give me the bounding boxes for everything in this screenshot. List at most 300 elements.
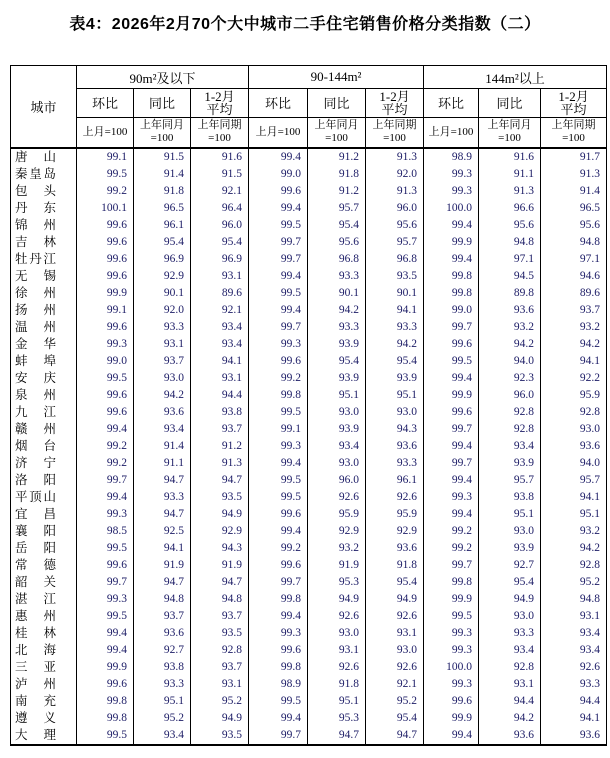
table-row: [11, 625, 607, 642]
index-value: 91.8: [308, 166, 366, 183]
index-value: 95.4: [191, 234, 249, 251]
index-value: 99.6: [249, 183, 308, 200]
table-row: [11, 200, 607, 217]
table-row: [11, 353, 607, 370]
index-value: 93.6: [134, 404, 191, 421]
index-value: 99.2: [77, 438, 134, 455]
index-value: 99.2: [424, 540, 479, 557]
index-value: 94.6: [541, 268, 607, 285]
index-value: 99.3: [424, 489, 479, 506]
index-value: 94.9: [308, 591, 366, 608]
group-header-144-above: 144m²以上: [424, 66, 607, 89]
table-header: [11, 66, 607, 148]
index-value: 94.2: [479, 710, 541, 727]
city-name: 济宁: [11, 455, 77, 472]
index-value: 93.3: [134, 489, 191, 506]
index-value: 93.6: [366, 438, 424, 455]
index-value: 91.1: [134, 455, 191, 472]
index-value: 95.3: [308, 710, 366, 727]
index-value: 91.4: [134, 166, 191, 183]
index-value: 96.9: [134, 251, 191, 268]
index-value: 92.3: [479, 370, 541, 387]
index-value: 94.4: [191, 387, 249, 404]
table-row: [11, 285, 607, 302]
city-name: 平顶山: [11, 489, 77, 506]
index-value: 95.9: [308, 506, 366, 523]
index-value: 100.1: [77, 200, 134, 217]
index-value: 99.6: [77, 676, 134, 693]
city-name: 徐州: [11, 285, 77, 302]
index-value: 95.3: [308, 574, 366, 591]
index-value: 93.9: [366, 370, 424, 387]
index-value: 95.2: [541, 574, 607, 591]
index-value: 93.4: [541, 642, 607, 659]
city-name: 湛江: [11, 591, 77, 608]
table-row: [11, 217, 607, 234]
city-name: 北海: [11, 642, 77, 659]
index-value: 95.1: [541, 506, 607, 523]
index-value: 93.0: [366, 642, 424, 659]
index-value: 93.7: [541, 302, 607, 319]
index-value: 93.4: [191, 319, 249, 336]
index-value: 94.8: [191, 591, 249, 608]
index-value: 91.8: [308, 676, 366, 693]
index-value: 99.6: [77, 404, 134, 421]
index-value: 99.6: [77, 234, 134, 251]
group-header-90-144: 90-144m²: [249, 66, 424, 89]
city-name: 金华: [11, 336, 77, 353]
index-value: 92.1: [191, 302, 249, 319]
index-value: 99.5: [249, 285, 308, 302]
index-value: 99.3: [249, 438, 308, 455]
index-value: 92.9: [134, 268, 191, 285]
table-row: [11, 421, 607, 438]
index-value: 99.6: [249, 353, 308, 370]
index-value: 99.4: [424, 370, 479, 387]
index-value: 94.2: [134, 387, 191, 404]
index-value: 93.7: [191, 421, 249, 438]
index-value: 99.4: [249, 455, 308, 472]
city-name: 无锡: [11, 268, 77, 285]
index-value: 95.6: [479, 217, 541, 234]
index-value: 94.2: [541, 336, 607, 353]
index-value: 99.4: [249, 268, 308, 285]
col-header-mom: 环比: [77, 89, 134, 118]
table-row: [11, 336, 607, 353]
index-value: 99.9: [424, 710, 479, 727]
index-value: 91.7: [541, 148, 607, 166]
index-value: 91.3: [366, 148, 424, 166]
city-name: 秦皇岛: [11, 166, 77, 183]
index-value: 94.9: [191, 710, 249, 727]
index-value: 100.0: [424, 659, 479, 676]
index-value: 99.0: [77, 353, 134, 370]
index-value: 92.8: [541, 557, 607, 574]
index-value: 91.2: [308, 183, 366, 200]
index-value: 92.6: [366, 608, 424, 625]
index-value: 99.6: [424, 693, 479, 710]
index-value: 93.5: [366, 268, 424, 285]
index-value: 93.4: [308, 438, 366, 455]
index-value: 99.7: [424, 319, 479, 336]
index-value: 95.2: [191, 693, 249, 710]
city-name: 丹东: [11, 200, 77, 217]
index-value: 99.3: [424, 183, 479, 200]
index-value: 93.1: [308, 642, 366, 659]
index-value: 99.7: [424, 455, 479, 472]
city-name: 韶关: [11, 574, 77, 591]
table-row: [11, 540, 607, 557]
index-value: 94.1: [541, 489, 607, 506]
index-value: 99.7: [249, 251, 308, 268]
city-name: 常德: [11, 557, 77, 574]
index-value: 94.2: [366, 336, 424, 353]
index-value: 99.3: [424, 166, 479, 183]
index-value: 93.3: [308, 268, 366, 285]
index-value: 99.8: [249, 591, 308, 608]
city-name: 扬州: [11, 302, 77, 319]
col-header-yoy: 同比: [479, 89, 541, 118]
index-value: 89.6: [541, 285, 607, 302]
table-row: [11, 710, 607, 727]
table-row: [11, 472, 607, 489]
index-value: 93.5: [191, 625, 249, 642]
index-value: 93.7: [134, 353, 191, 370]
index-value: 99.6: [77, 557, 134, 574]
index-value: 99.9: [424, 234, 479, 251]
index-value: 93.9: [308, 421, 366, 438]
index-value: 91.4: [541, 183, 607, 200]
index-value: 99.8: [77, 710, 134, 727]
index-value: 99.4: [249, 148, 308, 166]
table-row: [11, 608, 607, 625]
index-value: 99.0: [249, 166, 308, 183]
index-value: 96.8: [308, 251, 366, 268]
city-name: 宜昌: [11, 506, 77, 523]
index-value: 91.9: [308, 557, 366, 574]
index-value: 99.7: [249, 727, 308, 745]
index-value: 94.1: [541, 710, 607, 727]
index-value: 92.6: [366, 489, 424, 506]
index-value: 99.7: [77, 574, 134, 591]
index-value: 91.2: [191, 438, 249, 455]
index-value: 99.4: [249, 608, 308, 625]
index-value: 95.6: [366, 217, 424, 234]
index-value: 95.2: [366, 693, 424, 710]
index-value: 93.5: [191, 489, 249, 506]
table-row: [11, 455, 607, 472]
table-row: [11, 148, 607, 166]
index-value: 91.8: [134, 183, 191, 200]
index-value: 92.6: [308, 489, 366, 506]
index-value: 92.8: [479, 404, 541, 421]
index-value: 96.0: [308, 472, 366, 489]
index-value: 93.3: [134, 319, 191, 336]
index-value: 93.6: [134, 625, 191, 642]
index-value: 99.4: [249, 523, 308, 540]
index-value: 93.4: [191, 336, 249, 353]
city-name: 桂林: [11, 625, 77, 642]
index-value: 94.4: [479, 693, 541, 710]
index-value: 94.8: [479, 234, 541, 251]
index-value: 93.8: [191, 404, 249, 421]
index-value: 94.2: [479, 336, 541, 353]
index-value: 94.3: [366, 421, 424, 438]
index-value: 95.9: [366, 506, 424, 523]
index-value: 92.0: [366, 166, 424, 183]
base-header-same-period-last-year: 上年同期 =100: [366, 118, 424, 148]
index-value: 99.4: [424, 217, 479, 234]
page-title: 表4：2026年2月70个大中城市二手住宅销售价格分类指数（二）: [69, 16, 541, 33]
index-value: 99.4: [424, 438, 479, 455]
index-value: 95.4: [134, 234, 191, 251]
index-value: 99.2: [424, 523, 479, 540]
index-value: 93.1: [191, 370, 249, 387]
index-value: 93.3: [541, 676, 607, 693]
city-name: 襄阳: [11, 523, 77, 540]
index-value: 95.2: [134, 710, 191, 727]
index-value: 94.8: [541, 234, 607, 251]
index-value: 95.7: [366, 234, 424, 251]
index-value: 99.3: [249, 625, 308, 642]
index-value: 93.2: [479, 319, 541, 336]
table-row: [11, 319, 607, 336]
index-value: 93.4: [134, 421, 191, 438]
index-value: 95.6: [541, 217, 607, 234]
index-value: 93.4: [479, 438, 541, 455]
city-name: 遵义: [11, 710, 77, 727]
index-value: 96.9: [191, 251, 249, 268]
table-row: [11, 268, 607, 285]
index-value: 99.2: [249, 540, 308, 557]
table-row: [11, 438, 607, 455]
index-value: 93.6: [541, 727, 607, 745]
index-value: 96.6: [479, 200, 541, 217]
city-name: 岳阳: [11, 540, 77, 557]
index-value: 95.1: [308, 693, 366, 710]
index-value: 91.5: [191, 166, 249, 183]
index-value: 91.1: [479, 166, 541, 183]
index-value: 93.4: [479, 642, 541, 659]
index-value: 93.1: [541, 608, 607, 625]
col-header-yoy: 同比: [134, 89, 191, 118]
index-value: 91.4: [134, 438, 191, 455]
col-header-avg: 1-2月 平均: [366, 89, 424, 118]
city-name: 洛阳: [11, 472, 77, 489]
col-header-mom: 环比: [249, 89, 308, 118]
base-header-same-period-last-year: 上年同期 =100: [541, 118, 607, 148]
index-value: 99.3: [77, 591, 134, 608]
index-value: 99.5: [249, 472, 308, 489]
index-value: 99.5: [249, 489, 308, 506]
table-row: [11, 183, 607, 200]
index-value: 99.8: [424, 285, 479, 302]
table-row: [11, 251, 607, 268]
index-value: 93.3: [479, 625, 541, 642]
index-value: 99.4: [77, 625, 134, 642]
index-value: 94.3: [191, 540, 249, 557]
index-value: 94.9: [479, 591, 541, 608]
base-header-same-month-last-year: 上年同月 =100: [479, 118, 541, 148]
index-value: 99.5: [77, 540, 134, 557]
city-name: 泉州: [11, 387, 77, 404]
table-row: [11, 302, 607, 319]
index-value: 93.6: [541, 438, 607, 455]
index-value: 93.1: [191, 268, 249, 285]
index-value: 99.6: [77, 217, 134, 234]
city-name: 包头: [11, 183, 77, 200]
base-header-prev-month: 上月=100: [424, 118, 479, 148]
index-value: 93.4: [134, 727, 191, 745]
index-value: 99.9: [424, 591, 479, 608]
base-header-prev-month: 上月=100: [77, 118, 134, 148]
index-value: 99.1: [77, 148, 134, 166]
index-value: 92.9: [308, 523, 366, 540]
index-value: 93.0: [308, 455, 366, 472]
index-value: 93.4: [541, 625, 607, 642]
index-value: 96.1: [366, 472, 424, 489]
index-value: 89.8: [479, 285, 541, 302]
index-value: 99.8: [424, 574, 479, 591]
index-value: 99.7: [249, 234, 308, 251]
index-value: 99.5: [249, 217, 308, 234]
index-value: 96.1: [134, 217, 191, 234]
index-value: 95.4: [308, 353, 366, 370]
index-value: 99.4: [77, 642, 134, 659]
index-value: 99.4: [249, 200, 308, 217]
index-value: 99.5: [424, 353, 479, 370]
city-name: 温州: [11, 319, 77, 336]
index-value: 99.2: [77, 183, 134, 200]
index-value: 94.4: [541, 693, 607, 710]
index-value: 99.6: [77, 387, 134, 404]
index-value: 94.9: [191, 506, 249, 523]
index-value: 90.1: [366, 285, 424, 302]
index-value: 95.1: [134, 693, 191, 710]
index-value: 99.5: [249, 404, 308, 421]
index-value: 92.1: [191, 183, 249, 200]
index-value: 93.9: [308, 370, 366, 387]
index-value: 94.1: [541, 353, 607, 370]
index-value: 90.1: [134, 285, 191, 302]
index-value: 94.7: [134, 574, 191, 591]
city-name: 牡丹江: [11, 251, 77, 268]
index-value: 91.2: [308, 148, 366, 166]
index-value: 94.7: [366, 727, 424, 745]
index-value: 99.6: [249, 642, 308, 659]
index-value: 96.0: [366, 200, 424, 217]
index-value: 99.7: [77, 472, 134, 489]
index-value: 99.7: [249, 319, 308, 336]
index-value: 93.0: [541, 421, 607, 438]
index-value: 94.7: [134, 506, 191, 523]
index-value: 93.0: [479, 608, 541, 625]
index-value: 99.4: [249, 710, 308, 727]
index-value: 94.0: [541, 455, 607, 472]
index-value: 92.8: [191, 642, 249, 659]
table-row: [11, 642, 607, 659]
index-value: 99.7: [424, 421, 479, 438]
city-name: 安庆: [11, 370, 77, 387]
index-value: 99.3: [77, 506, 134, 523]
table-row: [11, 234, 607, 251]
index-value: 95.1: [308, 387, 366, 404]
index-value: 99.3: [249, 336, 308, 353]
index-value: 99.5: [249, 693, 308, 710]
index-value: 99.9: [424, 387, 479, 404]
city-name: 烟台: [11, 438, 77, 455]
city-name: 惠州: [11, 608, 77, 625]
index-value: 94.7: [191, 472, 249, 489]
index-value: 99.6: [249, 506, 308, 523]
index-value: 93.9: [479, 540, 541, 557]
index-value: 99.6: [249, 557, 308, 574]
city-name: 唐山: [11, 148, 77, 166]
index-value: 96.0: [479, 387, 541, 404]
table-row: [11, 387, 607, 404]
index-value: 93.3: [366, 319, 424, 336]
index-value: 93.0: [479, 523, 541, 540]
index-value: 99.6: [424, 404, 479, 421]
base-header-same-month-last-year: 上年同月 =100: [308, 118, 366, 148]
index-value: 99.9: [77, 659, 134, 676]
index-value: 93.2: [541, 523, 607, 540]
city-name: 三亚: [11, 659, 77, 676]
index-value: 93.7: [191, 608, 249, 625]
table-row: [11, 523, 607, 540]
index-value: 99.4: [424, 251, 479, 268]
index-value: 99.2: [249, 370, 308, 387]
index-value: 99.6: [424, 336, 479, 353]
index-value: 93.5: [191, 727, 249, 745]
base-header-prev-month: 上月=100: [249, 118, 308, 148]
index-value: 93.8: [479, 489, 541, 506]
index-value: 93.7: [134, 608, 191, 625]
index-value: 95.4: [366, 710, 424, 727]
index-value: 92.6: [308, 608, 366, 625]
index-value: 95.4: [366, 574, 424, 591]
table-row: [11, 676, 607, 693]
index-value: 92.9: [191, 523, 249, 540]
table-row: [11, 166, 607, 183]
index-value: 91.6: [191, 148, 249, 166]
index-value: 93.2: [308, 540, 366, 557]
index-value: 99.6: [77, 251, 134, 268]
index-value: 99.3: [424, 625, 479, 642]
index-value: 99.3: [424, 676, 479, 693]
index-value: 89.6: [191, 285, 249, 302]
index-value: 94.7: [191, 574, 249, 591]
index-value: 99.4: [77, 421, 134, 438]
index-value: 94.8: [541, 591, 607, 608]
table-row: [11, 574, 607, 591]
index-value: 93.8: [134, 659, 191, 676]
city-name: 吉林: [11, 234, 77, 251]
index-value: 93.0: [134, 370, 191, 387]
table-row: [11, 727, 607, 745]
index-value: 99.5: [77, 166, 134, 183]
index-value: 94.5: [479, 268, 541, 285]
index-value: 92.9: [366, 523, 424, 540]
index-value: 93.1: [479, 676, 541, 693]
index-value: 92.7: [479, 557, 541, 574]
table-row: [11, 591, 607, 608]
index-value: 95.7: [541, 472, 607, 489]
index-value: 93.3: [308, 319, 366, 336]
table-row: [11, 489, 607, 506]
index-value: 93.6: [366, 540, 424, 557]
index-value: 94.1: [366, 302, 424, 319]
